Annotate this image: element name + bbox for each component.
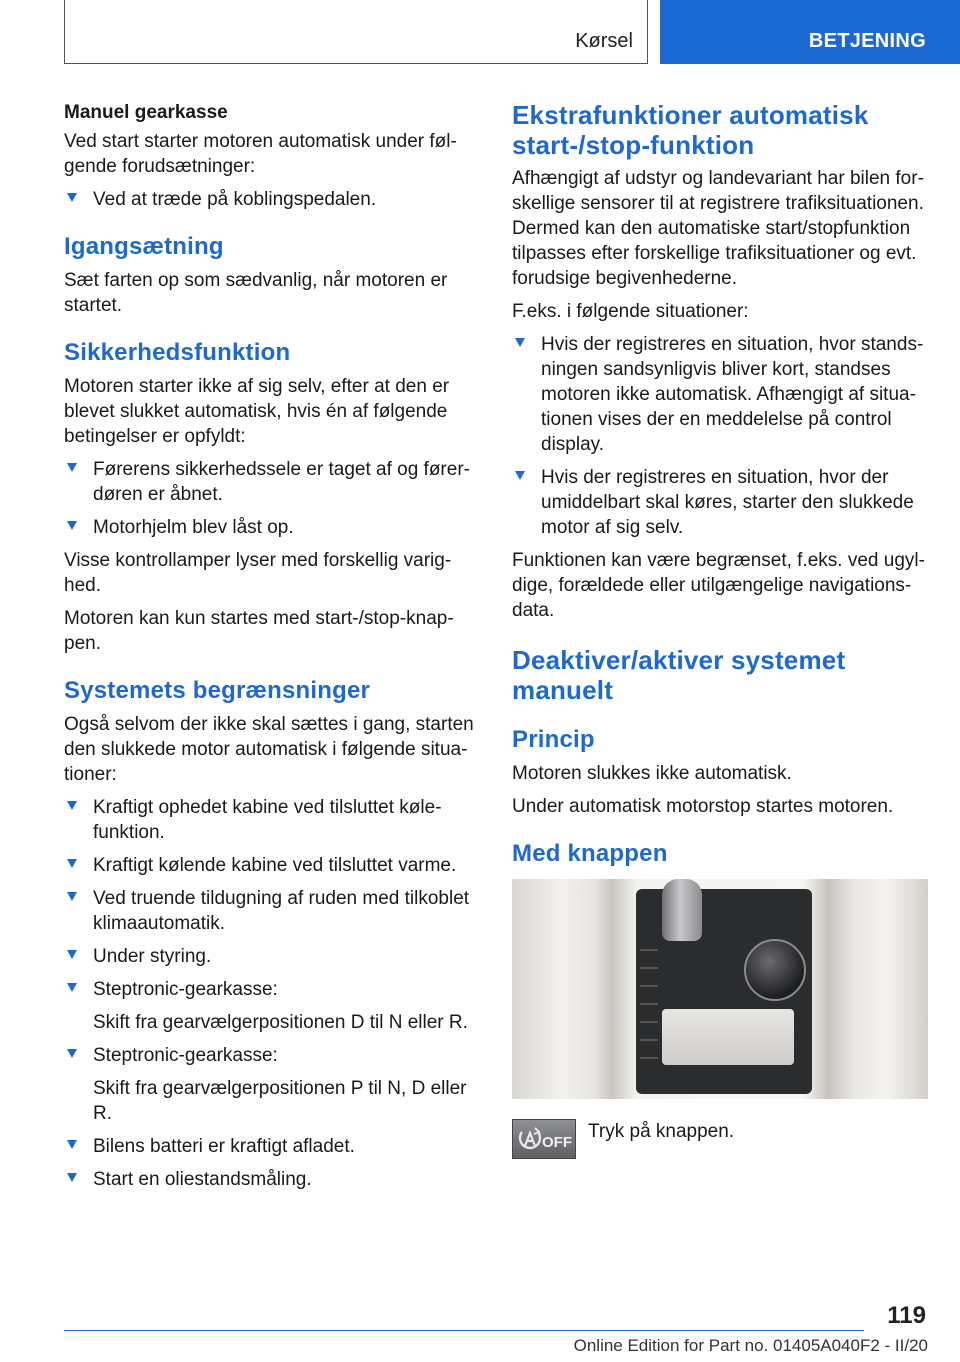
med-knappen-heading: Med knappen	[512, 840, 668, 867]
sikkerhedsfunktion-list	[64, 457, 479, 540]
left-column	[64, 100, 479, 1200]
list-item: Steptronic-gearkasse: Skift fra gearvælgerpositionen D til N eller R.	[64, 977, 479, 1035]
bullet-triangle-icon	[515, 471, 525, 480]
list-item: Ved at træde på koblingspedalen.	[64, 187, 479, 212]
list-item: Kraftigt ophedet kabine ved tilsluttet køle-funktion.	[64, 795, 479, 845]
bullet-triangle-icon	[67, 950, 77, 959]
auto-start-stop-icon	[513, 1120, 577, 1160]
page-number: 119	[887, 1302, 926, 1329]
bullet-triangle-icon	[67, 521, 77, 530]
list-item: Steptronic-gearkasse: Skift fra gearvælgerpositionen P til N, D eller R.	[64, 1043, 479, 1126]
igangsaetning-text: Sæt farten op som sædvanlig, når motoren er startet.	[64, 270, 448, 316]
right-column	[512, 100, 928, 1163]
princip-text-1: Motoren slukkes ikke automatisk.	[512, 763, 792, 784]
bullet-triangle-icon	[67, 1173, 77, 1182]
sikkerhedsfunktion-text: Motoren starter ikke af sig selv, efter at den er blevet slukket automatisk, hvis én af følgende betingelser er opfyldt:	[64, 376, 450, 447]
list-item-subtext: Skift fra gearvælgerpositionen P til N, D eller R.	[93, 1078, 467, 1124]
idrive-controller-knob	[744, 939, 806, 1001]
bullet-triangle-icon	[67, 1140, 77, 1149]
footer-edition: Online Edition for Part no. 01405A040F2 - II/20	[573, 1336, 928, 1355]
ekstrafunktioner-text-3: Funktionen kan være begrænset, f.eks. ved ugyl-dige, forældede eller utilgængelige navigations-data.	[512, 550, 925, 621]
list-item: Førerens sikkerhedssele er taget af og fører-døren er åbnet.	[64, 457, 479, 507]
princip-text-2: Under automatisk motorstop startes motoren.	[512, 796, 894, 817]
deaktiver-heading: Deaktiver/aktiver systemet manuelt	[512, 645, 846, 705]
list-item: Kraftigt kølende kabine ved tilsluttet varme.	[64, 853, 479, 878]
center-console-photo	[512, 879, 928, 1099]
begraensninger-list	[64, 795, 479, 1192]
bullet-triangle-icon	[67, 193, 77, 202]
bullet-triangle-icon	[67, 892, 77, 901]
button-instruction-row	[512, 1119, 928, 1163]
console-button-column	[640, 949, 658, 1059]
manual-gearbox-list	[64, 187, 479, 212]
bullet-triangle-icon	[67, 859, 77, 868]
list-item: Hvis der registreres en situation, hvor stands-ningen sandsynligvis bliver kort, standses motoren ikke automatisk. Afhængigt af situa-tionen vises der en meddelelse på control display.	[512, 332, 928, 457]
button-off-label: OFF	[542, 1134, 572, 1151]
sikkerhedsfunktion-heading: Sikkerhedsfunktion	[64, 339, 291, 366]
list-item: Under styring.	[64, 944, 479, 969]
manual-gearbox-text: Ved start starter motoren automatisk under føl-gende forudsætninger:	[64, 131, 457, 177]
ekstrafunktioner-text: Afhængigt af udstyr og landevariant har bilen for-skellige sensorer til at registrere trafiksituationen. Dermed kan den automatiske start/stopfunktion tilpasses efter forskellige trafiksituationer og evt. forudsige begivenhederne.	[512, 168, 924, 289]
igangsaetning-heading: Igangsætning	[64, 233, 224, 260]
princip-heading: Princip	[512, 726, 595, 753]
list-item: Hvis der registreres en situation, hvor der umiddelbart skal køres, starter den slukkede motor af sig selv.	[512, 465, 928, 540]
list-item: Ved truende tildugning af ruden med tilkoblet klimaautomatik.	[64, 886, 479, 936]
button-instruction-text: Tryk på knappen.	[588, 1121, 735, 1142]
ekstrafunktioner-list	[512, 332, 928, 540]
ekstrafunktioner-heading: Ekstrafunktioner automatisk start-/stop-funktion	[512, 100, 869, 160]
sikkerhedsfunktion-text-3: Motoren kan kun startes med start-/stop-knap-pen.	[64, 608, 454, 654]
list-item: Motorhjelm blev låst op.	[64, 515, 479, 540]
bullet-triangle-icon	[515, 338, 525, 347]
header-section-label: Kørsel	[575, 30, 633, 52]
bullet-triangle-icon	[67, 463, 77, 472]
header-chapter-label: BETJENING	[808, 30, 926, 52]
bullet-triangle-icon	[67, 801, 77, 810]
list-item: Bilens batteri er kraftigt afladet.	[64, 1134, 479, 1159]
footer-divider	[64, 1330, 864, 1331]
begraensninger-heading: Systemets begrænsninger	[64, 677, 371, 704]
manual-gearbox-heading: Manuel gearkasse	[64, 102, 228, 123]
sikkerhedsfunktion-text-2: Visse kontrollamper lyser med forskellig varig-hed.	[64, 550, 452, 596]
bullet-triangle-icon	[67, 983, 77, 992]
ekstrafunktioner-text-2: F.eks. i følgende situationer:	[512, 301, 749, 322]
auto-start-stop-off-button-icon	[512, 1119, 576, 1159]
bullet-triangle-icon	[67, 1049, 77, 1058]
begraensninger-text: Også selvom der ikke skal sættes i gang, starten den slukkede motor automatisk i følgende situa-tioner:	[64, 714, 474, 785]
gear-selector-lever	[662, 879, 702, 941]
header-chapter-tab[interactable]	[660, 0, 960, 64]
console-tray	[662, 1009, 794, 1065]
list-item: Start en oliestandsmåling.	[64, 1167, 479, 1192]
list-item-subtext: Skift fra gearvælgerpositionen D til N eller R.	[93, 1012, 468, 1033]
header-section-box	[64, 0, 648, 64]
